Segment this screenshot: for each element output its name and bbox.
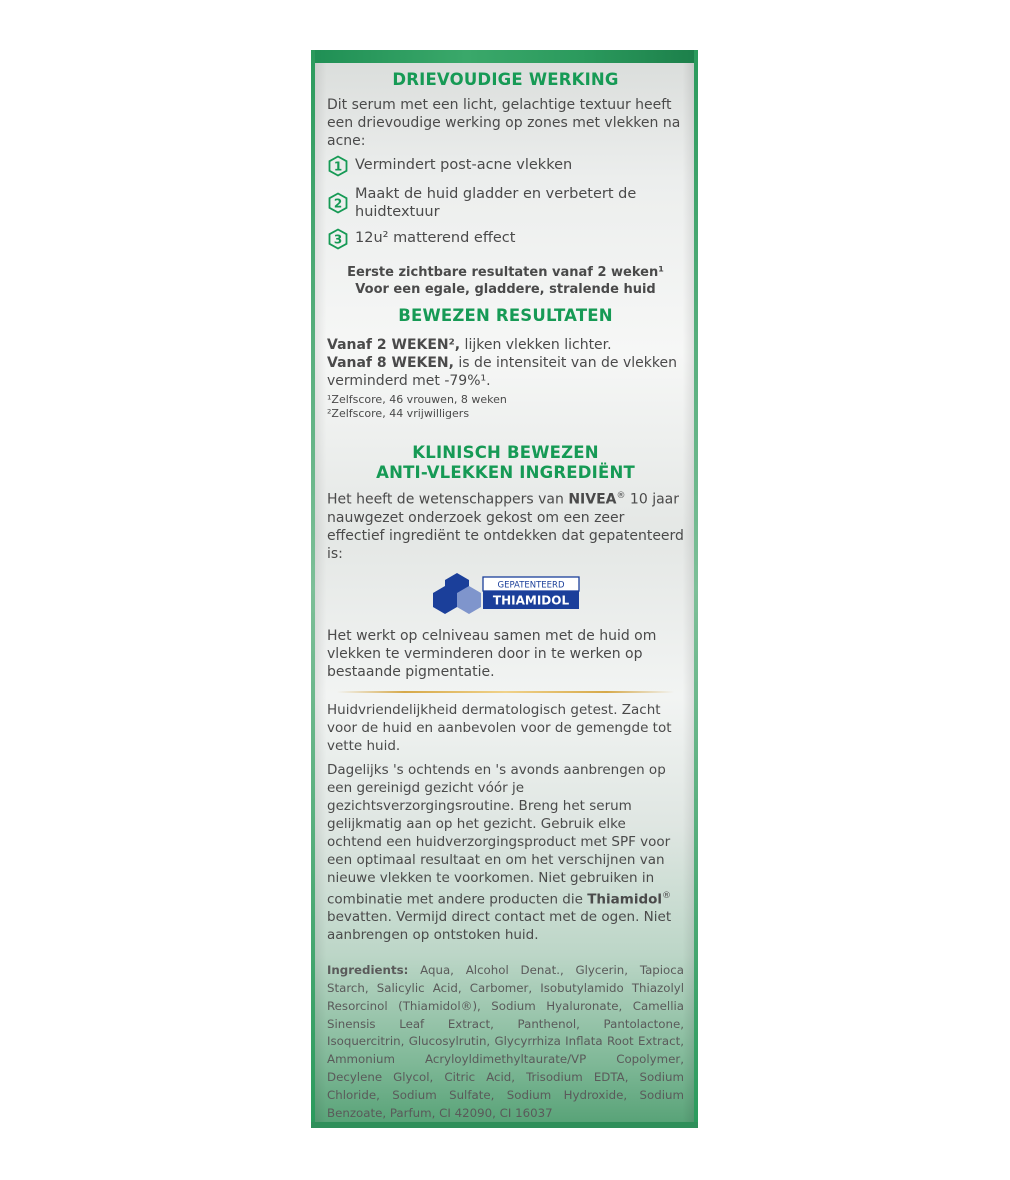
gold-divider: [337, 691, 674, 693]
result-note: Voor een egale, gladdere, stralende huid: [355, 282, 656, 297]
result-note: Eerste zichtbare resultaten vanaf 2 weken¹: [347, 265, 664, 280]
text: Dagelijks 's ochtends en 's avonds aanbrengen op een gereinigd gezicht vóór je gezichtsverzorgingsroutine. Breng het serum gelijkmatig aan op het gezicht. Gebruik elke ochtend een huidverzorgingsproduct met SPF voor een optimaal resultaat en om het verschijnen van nieuwe vlekken te voorkomen. Niet gebruiken in combinatie met andere producten die: [327, 761, 671, 908]
badge-top-label: GEPATENTEERD: [497, 580, 564, 591]
text: bevatten. Vermijd direct contact met de ogen. Niet aanbrengen op ontstoken huid.: [327, 909, 672, 944]
usage-instructions: [327, 761, 684, 945]
thiamidol-bold: Thiamidol: [587, 891, 663, 908]
hexagon-number-icon: [327, 192, 349, 214]
hexagon-number-icon: [327, 228, 349, 250]
thiamidol-logo: [431, 567, 581, 619]
list-item-text: Vermindert post-acne vlekken: [355, 157, 573, 173]
hexagon-number: 1: [333, 159, 343, 174]
result-line: [327, 354, 684, 390]
list-item-text: Maakt de huid gladder en verbetert de huidtextuur: [355, 186, 637, 220]
nivea-paragraph: [327, 487, 684, 563]
result-bold: Vanaf 8 WEKEN,: [327, 355, 454, 371]
thiamidol-badge: [327, 567, 684, 619]
registered-mark: ®: [662, 890, 672, 901]
text: Het heeft de wetenschappers van: [327, 491, 569, 508]
intro-text: Dit serum met een licht, gelachtige textuur heeft een drievoudige werking op zones met vlekken na acne:: [327, 97, 681, 149]
badge-main-label: THIAMIDOL: [492, 593, 569, 608]
list-item: [327, 229, 684, 250]
text: 10 jaar nauwgezet onderzoek gekost om een zeer effectief ingrediënt te ontdekken dat gepatenteerd is:: [327, 491, 684, 562]
product-box-side-panel: [311, 50, 698, 1128]
ingredients-text: Aqua, Alcohol Denat., Glycerin, Tapioca Starch, Salicylic Acid, Carbomer, Isobutylamido Thiazolyl Resorcinol (Thiamidol®), Sodium Hyaluronate, Camellia Sinensis Leaf Extract, Panthenol, Pantolactone, Isoquercitrin, Glucosylrutin, Glycyrrhiza Inflata Root Extract, Ammonium Acryloyldimethyltaurate/VP Copolymer, Decylene Glycol, Citric Acid, Trisodium EDTA, Sodium Chloride, Sodium Sulfate, Sodium Hydroxide, Sodium Benzoate, Parfum, CI 42090, CI 16037: [327, 963, 684, 1120]
result-text: lijken vlekken lichter.: [460, 337, 612, 353]
section-title-drievoudige-werking: DRIEVOUDIGE WERKING: [392, 70, 619, 89]
registered-mark: ®: [616, 491, 626, 501]
brand-name: NIVEA: [568, 491, 617, 508]
section-title-anti-vlekken: ANTI-VLEKKEN INGREDIËNT: [376, 463, 635, 482]
ingredients-label: Ingredients:: [327, 963, 409, 978]
section-title-klinisch-bewezen: KLINISCH BEWEZEN: [412, 443, 599, 462]
hexagon-number-icon: [327, 155, 349, 177]
panel-content: [327, 70, 684, 1122]
box-edge-left: [311, 50, 315, 1128]
result-bold: Vanaf 2 WEKEN²,: [327, 337, 461, 353]
footnote: ¹Zelfscore, 46 vrouwen, 8 weken: [327, 393, 507, 406]
box-edge-right: [694, 50, 698, 1128]
mechanism-text: Het werkt op celniveau samen met de huid om vlekken te verminderen door in te werken op bestaande pigmentatie.: [327, 627, 657, 680]
footnote: ²Zelfscore, 44 vrijwilligers: [327, 407, 470, 420]
hexagon-number: 2: [333, 196, 343, 211]
result-text: is de intensiteit van de vlekken verminderd met -79%¹.: [327, 355, 677, 389]
skin-tested-text: Huidvriendelijkheid dermatologisch getest. Zacht voor de huid en aanbevolen voor de gemengde tot vette huid.: [327, 701, 672, 754]
list-item-text: 12u² matterend effect: [355, 230, 516, 246]
ingredients-list: [327, 962, 684, 1122]
list-item: [327, 156, 684, 177]
result-line: [327, 336, 684, 354]
list-item: [327, 185, 684, 221]
hexagon-number: 3: [333, 232, 343, 247]
section-title-bewezen-resultaten: BEWEZEN RESULTATEN: [398, 306, 613, 325]
